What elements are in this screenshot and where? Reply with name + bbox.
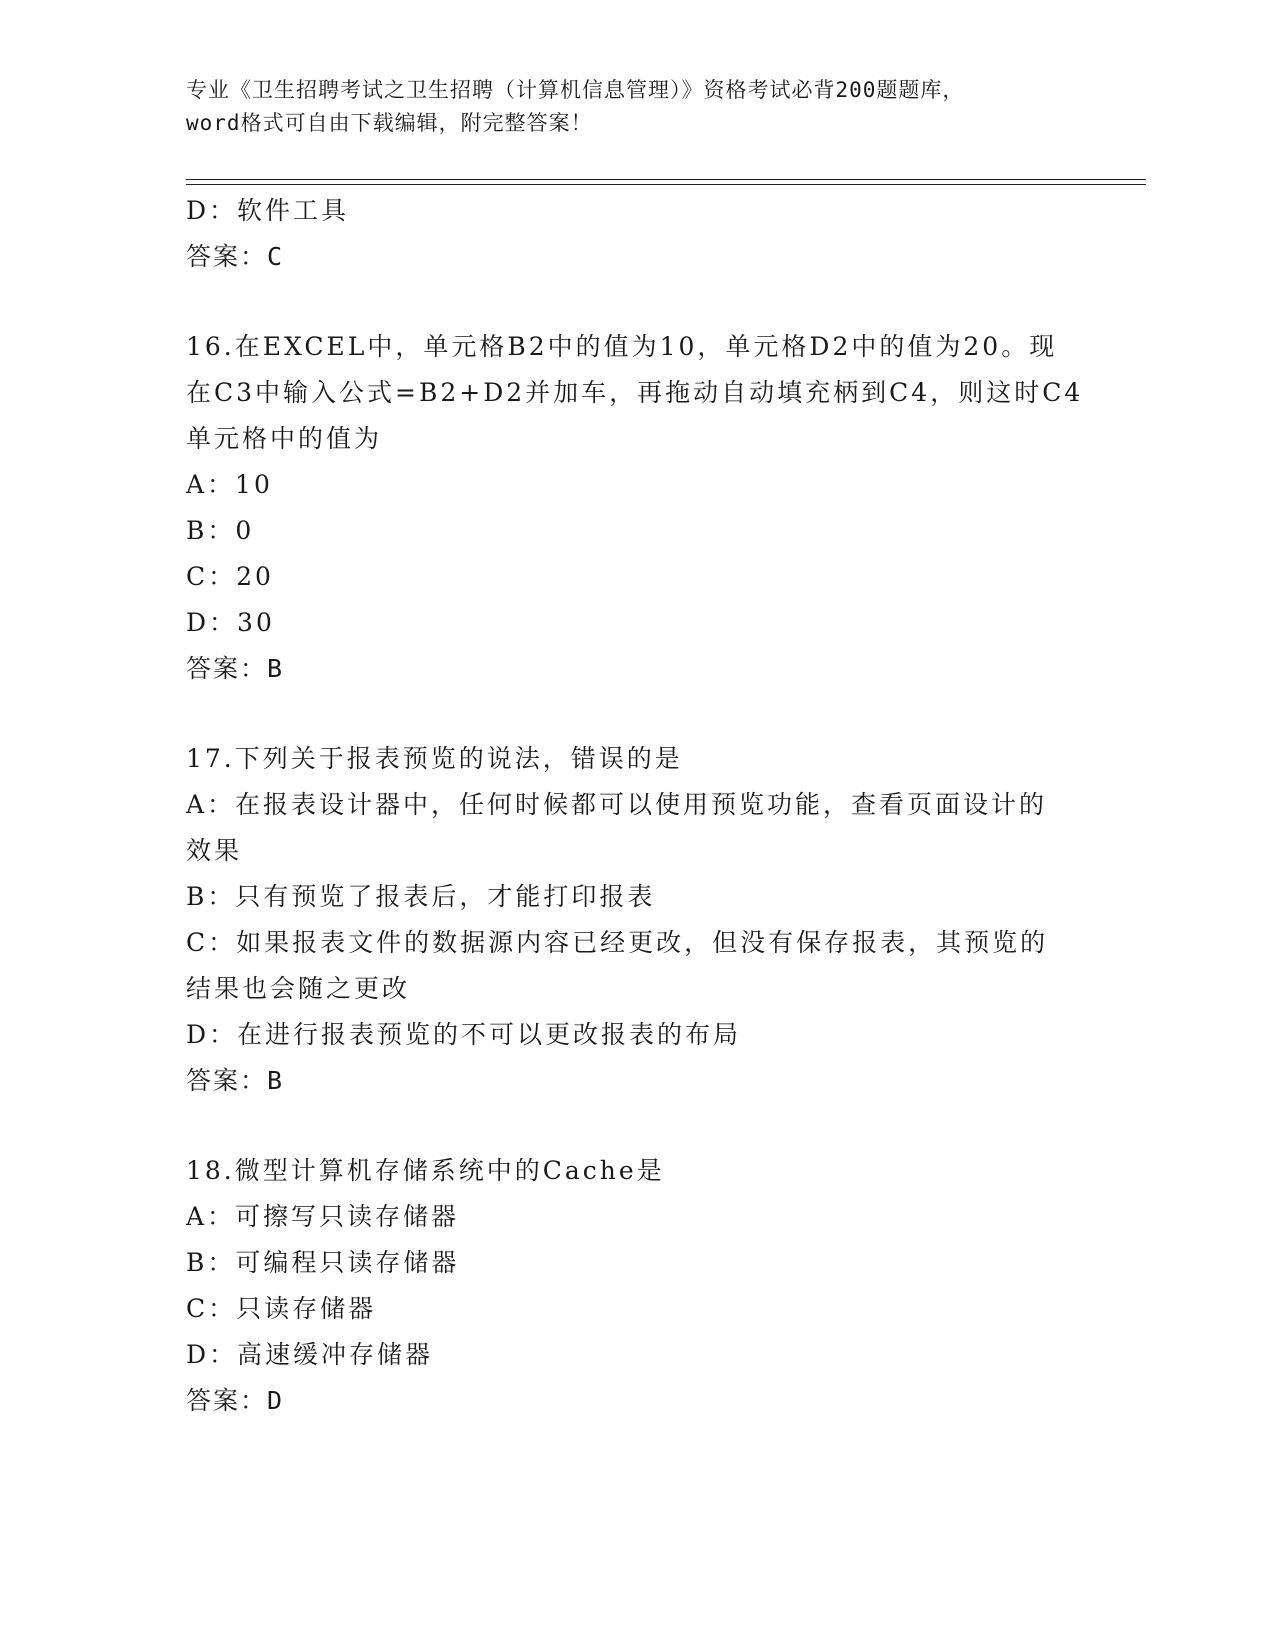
answer-line: 答案：C <box>186 242 285 271</box>
option-d: D：30 <box>186 608 275 637</box>
option-b: B：只有预览了报表后，才能打印报表 <box>186 882 656 911</box>
question-text-line: 18.微型计算机存储系统中的Cache是 <box>186 1156 665 1185</box>
question-17 <box>186 736 1086 1104</box>
option-a-continued: 效果 <box>186 836 243 865</box>
option-c: C：只读存储器 <box>186 1294 377 1323</box>
answer-line: 答案：B <box>186 654 285 683</box>
option-d: D：在进行报表预览的不可以更改报表的布局 <box>186 1020 742 1049</box>
document-header <box>186 74 1086 140</box>
previous-question-tail <box>186 188 1086 280</box>
option-b: B：0 <box>186 516 255 545</box>
option-c-continued: 结果也会随之更改 <box>186 974 411 1003</box>
option-a: A：在报表设计器中，任何时候都可以使用预览功能，查看页面设计的 <box>186 790 1048 819</box>
header-divider-top <box>186 179 1146 180</box>
option-a: A：10 <box>186 470 273 499</box>
question-text-line: 在C3中输入公式=B2+D2并加车，再拖动自动填充柄到C4，则这时C4 <box>186 378 1084 407</box>
option-b: B：可编程只读存储器 <box>186 1248 460 1277</box>
header-title-line-1: 专业《卫生招聘考试之卫生招聘（计算机信息管理）》资格考试必背200题题库， <box>186 78 965 102</box>
answer-line: 答案：B <box>186 1066 285 1095</box>
option-c: C：如果报表文件的数据源内容已经更改，但没有保存报表，其预览的 <box>186 928 1049 957</box>
answer-line: 答案：D <box>186 1386 285 1415</box>
question-16 <box>186 324 1086 692</box>
option-d: D：软件工具 <box>186 196 350 225</box>
option-c: C：20 <box>186 562 274 591</box>
document-body <box>186 188 1086 1424</box>
question-18 <box>186 1148 1086 1424</box>
header-divider-bottom <box>186 184 1146 185</box>
option-a: A：可擦写只读存储器 <box>186 1202 460 1231</box>
option-d: D：高速缓冲存储器 <box>186 1340 434 1369</box>
header-title-line-2: word格式可自由下载编辑，附完整答案！ <box>186 111 593 135</box>
question-text-line: 16.在EXCEL中，单元格B2中的值为10，单元格D2中的值为20。现 <box>186 332 1058 361</box>
question-text-line: 单元格中的值为 <box>186 424 383 453</box>
question-text-line: 17.下列关于报表预览的说法，错误的是 <box>186 744 683 773</box>
